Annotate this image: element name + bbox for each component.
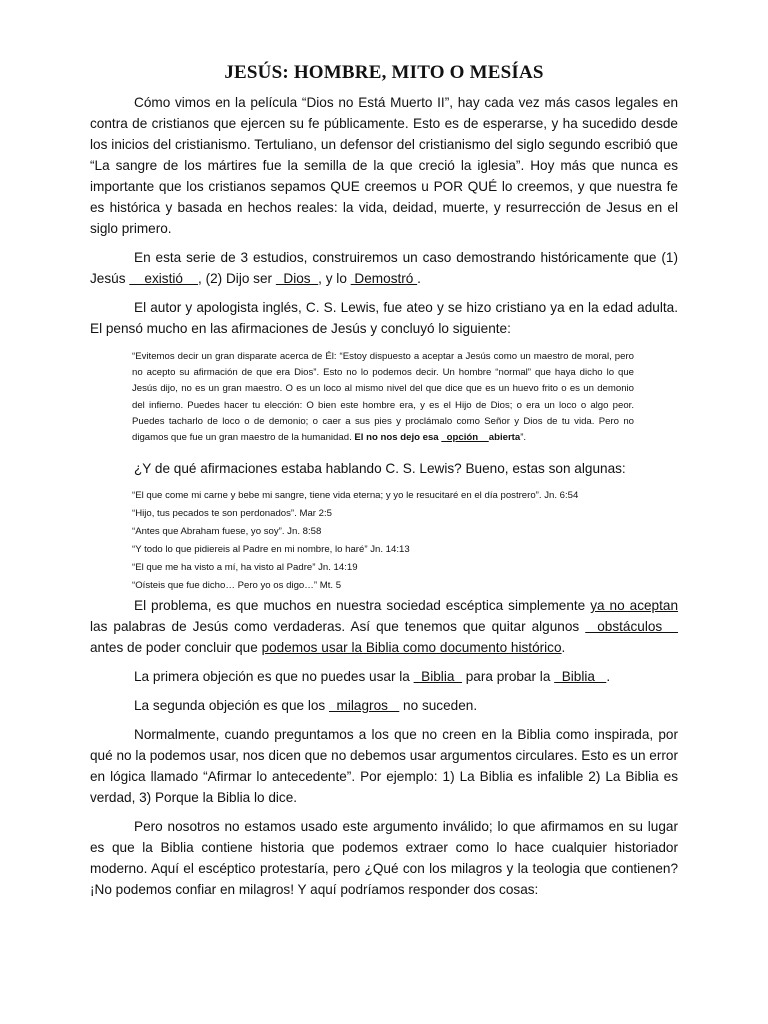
- text: .: [561, 640, 566, 656]
- text: El problema, es que muchos en nuestra sociedad escéptica simplemente: [134, 598, 591, 614]
- blank-dios: Dios: [275, 271, 319, 286]
- quote-end: ”.: [520, 432, 527, 444]
- paragraph-objecion-2: [90, 695, 678, 716]
- paragraph-pero: Pero nosotros no estamos usado este argumento inválido; lo que afirmamos en su lugar es que la Biblia contiene historia que podemos extraer como lo hace cualquier historiador moderno. Aquí el escéptico protestaría, pero ¿Qué con los milagros y la teologia que contienen? ¡No podemos confiar en milagros! Y aquí podríamos responder dos cosas:: [90, 819, 678, 898]
- text: antes de poder concluir que: [90, 640, 262, 656]
- quote-bold: abierta: [488, 432, 521, 444]
- verse-item: “Antes que Abraham fuese, yo soy”. Jn. 8:58: [132, 526, 322, 538]
- paragraph-series: [90, 247, 678, 289]
- underlined-ya-no-aceptan: ya no aceptan: [590, 598, 679, 614]
- blank-biblia-1: Biblia: [413, 669, 462, 685]
- text: En esta serie de 3 estudios, construiremos un caso demostrando históricamente que (1) Jesús: [90, 250, 678, 286]
- document-title: JESÚS: HOMBRE, MITO O MESÍAS: [224, 62, 544, 83]
- paragraph-intro: Cómo vimos en la película “Dios no Está Muerto II”, hay cada vez más casos legales en contra de cristianos que ejercen su fe públicamente. Esto es de esperarse, y ha sucedido desde los inicios del cristianismo. Tertuliano, un defensor del cristianismo del siglo segundo escribió que “La sangre de los mártires fue la semilla de la que creció la iglesia”. Hoy más que nunca es importante que los cristianos sepamos QUE creemos u POR QUÉ lo creemos, y que nuestra fe es histórica y basada en hechos reales: la vida, deidad, muerte, y resurrección de Jesus en el siglo primero.: [90, 95, 678, 236]
- text: .: [417, 271, 421, 286]
- verse-item: “Oísteis que fue dicho… Pero yo os digo…” Mt. 5: [132, 580, 342, 592]
- quote-bold: El no nos dejo esa: [354, 432, 442, 444]
- verse-item: “Hijo, tus pecados te son perdonados”. Mar 2:5: [132, 508, 332, 520]
- document-body: [90, 92, 678, 908]
- paragraph-problema: [90, 595, 678, 658]
- paragraph-objecion-1: [90, 666, 678, 687]
- verse-item: “El que come mi carne y bebe mi sangre, tiene vida eterna; y yo le resucitaré en el día postrero”. Jn. 6:54: [132, 490, 579, 502]
- text: , (2) Dijo ser: [198, 271, 276, 286]
- text: no suceden.: [399, 698, 478, 714]
- blank-opcion: opción: [441, 432, 489, 444]
- text: las palabras de Jesús como verdaderas. Así que tenemos que quitar algunos: [90, 619, 586, 635]
- paragraph-lewis: El autor y apologista inglés, C. S. Lewis, fue ateo y se hizo cristiano ya en la edad adulta. El pensó mucho en las afirmaciones de Jesús y concluyó lo siguiente:: [90, 300, 678, 336]
- paragraph-normalmente: Normalmente, cuando preguntamos a los que no creen en la Biblia como inspirada, por qué no la podemos usar, nos dicen que no debemos usar argumentos circulares. Esto es un error en lógica llamado “Afirmar lo antecedente”. Por ejemplo: 1) La Biblia es infalible 2) La Biblia es verdad, 3) Porque la Biblia lo dice.: [90, 727, 678, 806]
- verse-item: “El que me ha visto a mí, ha visto al Padre” Jn. 14:19: [132, 562, 358, 574]
- blank-obstaculos: obstáculos: [585, 619, 679, 635]
- blank-existio: existió: [129, 271, 199, 286]
- underlined-biblia-documento: podemos usar la Biblia como documento histórico: [261, 640, 562, 656]
- verse-list: [132, 487, 678, 595]
- text: .: [606, 669, 611, 685]
- text: para probar la: [461, 669, 555, 685]
- blank-demostro: Demostró: [350, 271, 418, 286]
- paragraph-afirmaciones: ¿Y de qué afirmaciones estaba hablando C. S. Lewis? Bueno, estas son algunas:: [134, 461, 626, 477]
- verse-item: “Y todo lo que pidiereis al Padre en mi nombre, lo haré” Jn. 14:13: [132, 544, 410, 556]
- lewis-quote: [132, 349, 634, 446]
- text: La segunda objeción es que los: [134, 698, 329, 714]
- text: , y lo: [318, 271, 351, 286]
- quote-text: “Evitemos decir un gran disparate acerca de Él: “Estoy dispuesto a aceptar a Jesús como un maestro de moral, pero no acepto su afirmación de que era Dios”. Esto no lo podemos decir. Un hombre “normal” que haya dicho lo que Jesús dijo, no es un gran maestro. O es un loco al mismo nivel del que dice que es un huevo frito o es un demonio del infierno. Puedes hacer tu elección: O bien este hombre era, y es el Hijo de Dios; o era un loco o algo peor. Puedes tacharlo de loco o de demonio; o caer a sus pies y proclámalo como Señor y Dios de tu vida. Pero no digamos que fue un gran maestro de la humanidad.: [132, 351, 634, 444]
- text: La primera objeción es que no puedes usar la: [134, 669, 414, 685]
- blank-milagros: milagros: [329, 698, 400, 714]
- blank-biblia-2: Biblia: [554, 669, 607, 685]
